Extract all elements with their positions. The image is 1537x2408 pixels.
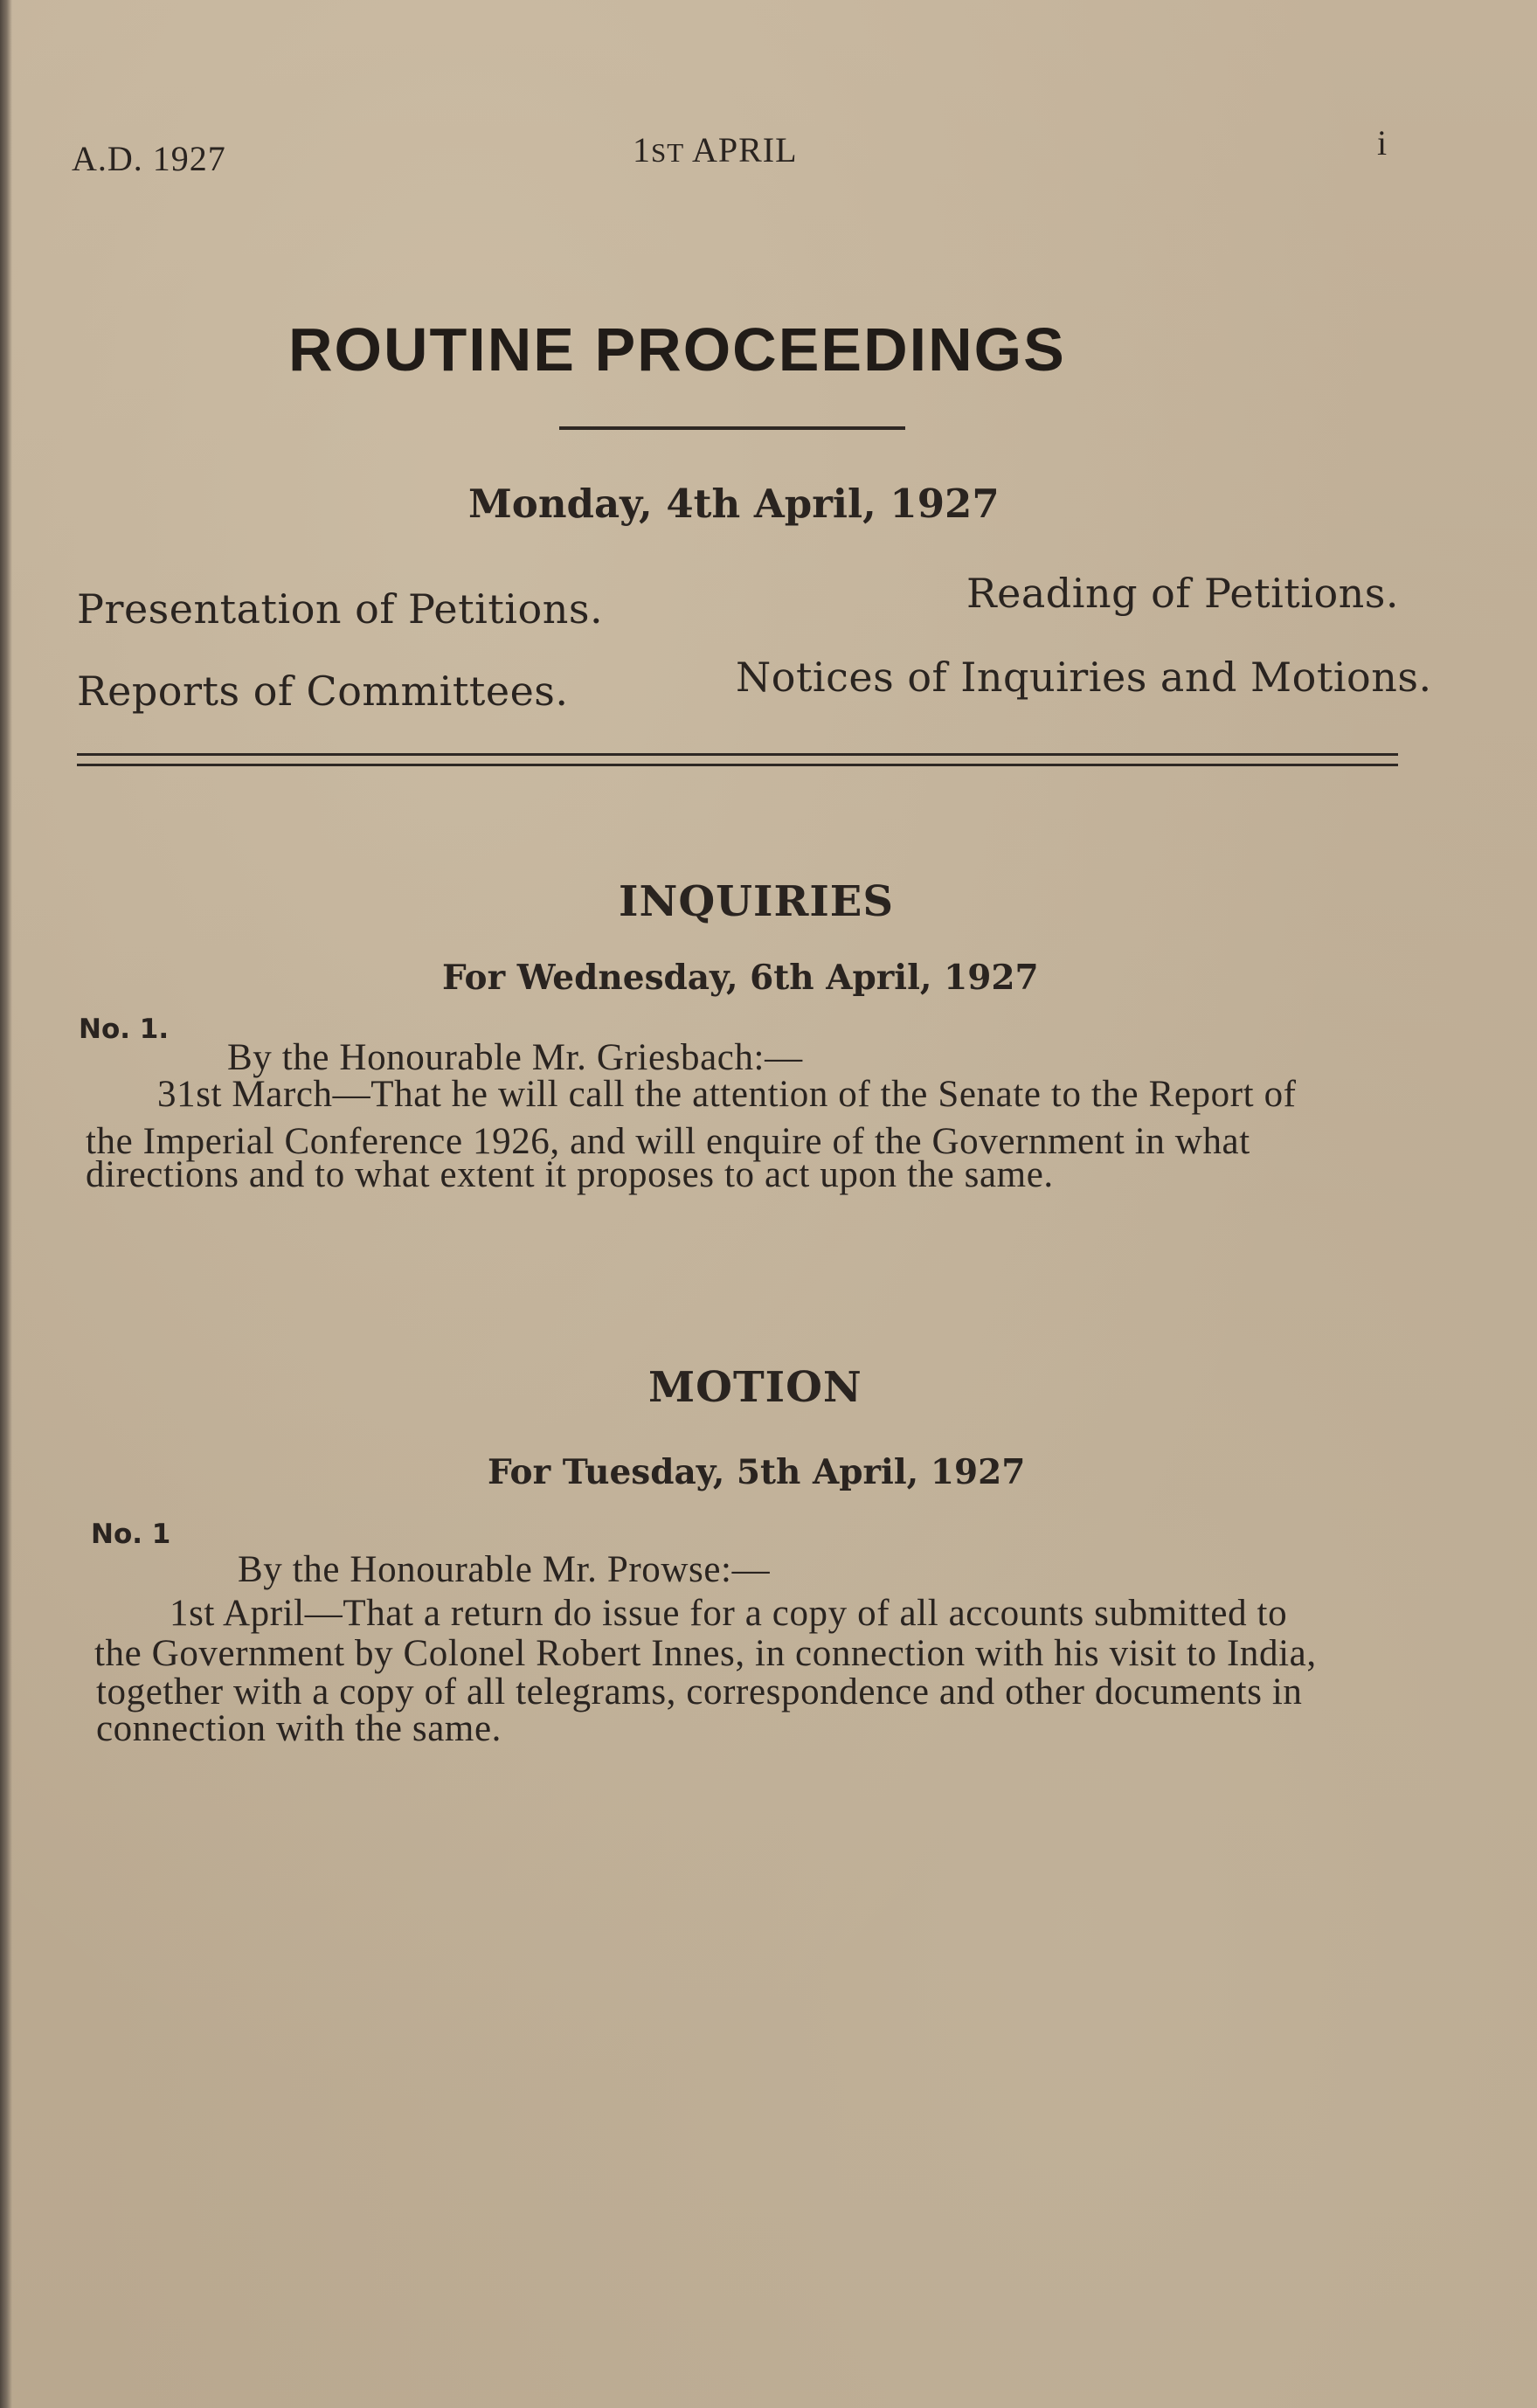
motion-text-line-4: connection with the same. (96, 1708, 502, 1749)
motion-heading: MOTION (648, 1363, 862, 1412)
inquiries-heading: INQUIRIES (619, 877, 895, 926)
motion-text-line-1: 1st April—That a return do issue for a copy of all accounts submitted to (170, 1593, 1288, 1634)
page-binding-edge (0, 0, 12, 2408)
sitting-date: Monday, 4th April, 1927 (468, 481, 1000, 527)
title-underline (559, 426, 905, 430)
page-number: i (1377, 123, 1388, 163)
motion-mover: By the Honourable Mr. Prowse:— (238, 1549, 771, 1590)
page-title: ROUTINE PROCEEDINGS (288, 315, 1066, 384)
header-date (633, 129, 798, 170)
order-item-reports-of-committees: Reports of Committees. (77, 668, 569, 715)
inquiry-text-line-3: directions and to what extent it proposes to act upon the same. (86, 1154, 1054, 1195)
inquiry-mover: By the Honourable Mr. Griesbach:— (227, 1037, 803, 1078)
motion-number: No. 1 (91, 1519, 171, 1550)
inquiries-date: For Wednesday, 6th April, 1927 (442, 958, 1039, 998)
motion-date: For Tuesday, 5th April, 1927 (488, 1452, 1026, 1492)
order-item-notices: Notices of Inquiries and Motions. (736, 654, 1432, 701)
double-rule-bottom (77, 764, 1398, 766)
inquiry-text-line-1: 31st March—That he will call the attention of the Senate to the Report of (157, 1074, 1297, 1115)
motion-text-line-3: together with a copy of all telegrams, correspondence and other documents in (96, 1671, 1303, 1713)
header-date-suffix: ST (651, 137, 685, 168)
header-date-day: 1 (633, 130, 651, 170)
inquiry-text-line-2: the Imperial Conference 1926, and will enquire of the Government in what (86, 1121, 1250, 1162)
double-rule-top (77, 753, 1398, 756)
order-item-presentation-of-petitions: Presentation of Petitions. (77, 585, 604, 633)
header-date-month: APRIL (691, 130, 798, 170)
motion-text-line-2: the Government by Colonel Robert Innes, in connection with his visit to India, (94, 1633, 1317, 1674)
header-year: A.D. 1927 (72, 139, 226, 178)
inquiry-number: No. 1. (79, 1014, 170, 1045)
order-item-reading-of-petitions: Reading of Petitions. (966, 570, 1400, 617)
